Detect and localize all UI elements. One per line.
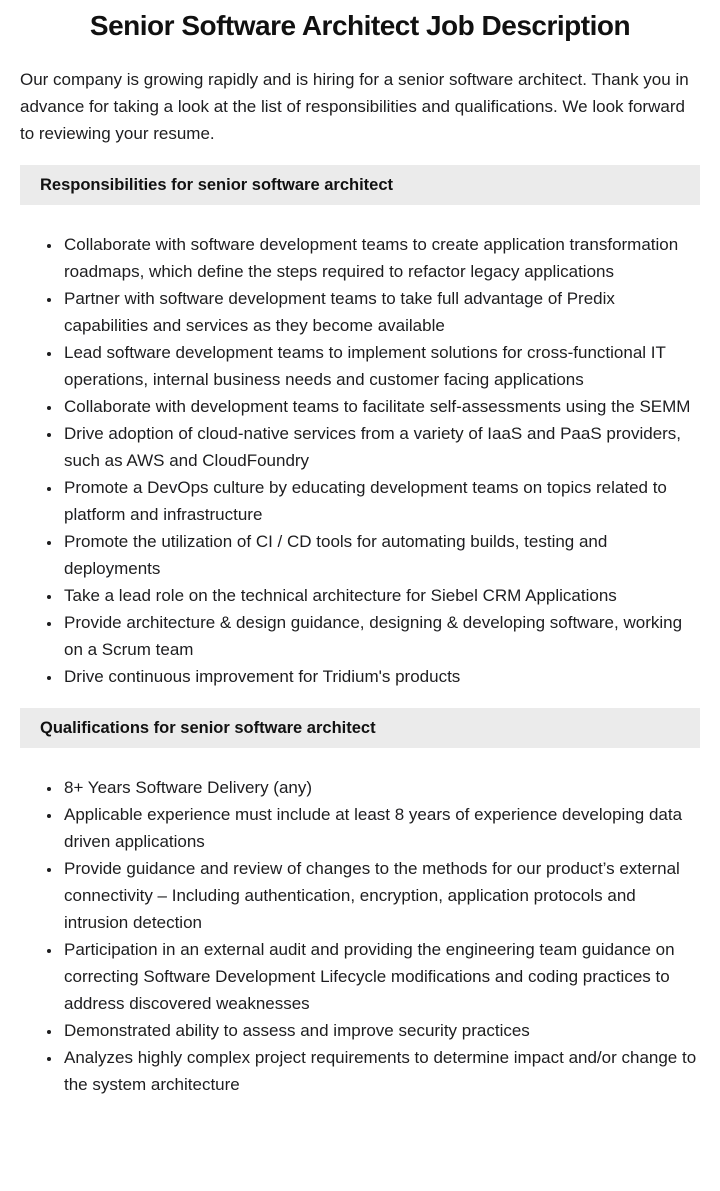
list-item: • Collaborate with development teams to facilitate self-assessments using the SEMM	[62, 393, 700, 420]
responsibilities-list	[20, 231, 700, 690]
list-item: • Promote the utilization of CI / CD tools for automating builds, testing and deployments	[62, 528, 700, 582]
list-item: • 8+ Years Software Delivery (any)	[62, 774, 700, 801]
list-item: • Collaborate with software development teams to create application transformation roadmaps, which define the steps required to refactor legacy applications	[62, 231, 700, 285]
list-item: • Applicable experience must include at least 8 years of experience developing data driven applications	[62, 801, 700, 855]
qualifications-list	[20, 774, 700, 1098]
list-item: • Analyzes highly complex project requirements to determine impact and/or change to the system architecture	[62, 1044, 700, 1098]
list-item: • Provide guidance and review of changes to the methods for our product’s external connectivity – Including authentication, encryption, application protocols and intrusion detection	[62, 855, 700, 936]
list-item: • Drive adoption of cloud-native services from a variety of IaaS and PaaS providers, such as AWS and CloudFoundry	[62, 420, 700, 474]
list-item: • Take a lead role on the technical architecture for Siebel CRM Applications	[62, 582, 700, 609]
responsibilities-section	[20, 165, 700, 690]
qualifications-section-heading: Qualifications for senior software architect	[20, 708, 700, 748]
qualifications-section	[20, 708, 700, 1098]
list-item: • Participation in an external audit and providing the engineering team guidance on correcting Software Development Lifecycle modifications and coding practices to address discovered weaknesses	[62, 936, 700, 1017]
list-item: • Drive continuous improvement for Tridium's products	[62, 663, 700, 690]
responsibilities-section-heading: Responsibilities for senior software architect	[20, 165, 700, 205]
intro-paragraph: Our company is growing rapidly and is hiring for a senior software architect. Thank you in advance for taking a look at the list of responsibilities and qualifications. We look forward to reviewing your resume.	[20, 70, 689, 144]
list-item: • Partner with software development teams to take full advantage of Predix capabilities and services as they become available	[62, 285, 700, 339]
list-item: • Demonstrated ability to assess and improve security practices	[62, 1017, 700, 1044]
page-title: Senior Software Architect Job Description	[89, 10, 631, 41]
list-item: • Provide architecture & design guidance, designing & developing software, working on a Scrum team	[62, 609, 700, 663]
job-description-page	[0, 10, 720, 1098]
list-item: • Lead software development teams to implement solutions for cross-functional IT operations, internal business needs and customer facing applications	[62, 339, 700, 393]
list-item: • Promote a DevOps culture by educating development teams on topics related to platform and infrastructure	[62, 474, 700, 528]
